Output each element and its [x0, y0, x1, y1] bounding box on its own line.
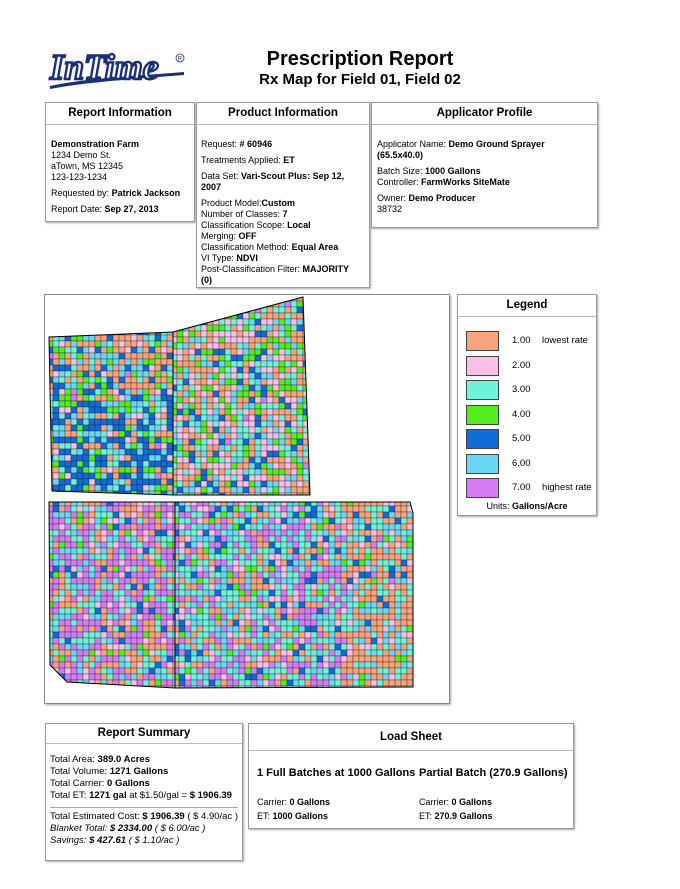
request-number: Request: # 60946: [201, 139, 273, 149]
legend-swatch: [466, 429, 499, 449]
legend-swatch: [466, 405, 499, 425]
controller: Controller: FarmWorks SiteMate: [377, 177, 510, 187]
applicator-name: Applicator Name: Demo Ground Sprayer (65.5x40.0): [377, 139, 545, 160]
product-model: Product Model:Custom: [201, 198, 296, 208]
total-estimated-cost: Total Estimated Cost: $ 1906.39 ( $ 4.90/ac ): [50, 811, 239, 822]
owner-id: 38732: [377, 204, 403, 214]
full-batches: 1 Full Batches at 1000 Gallons: [257, 767, 416, 779]
legend-units: Units: Gallons/Acre: [486, 501, 568, 511]
product-information-panel: [196, 102, 370, 288]
legend-item: [466, 331, 651, 351]
savings: Savings: $ 427.61 ( $ 1.10/ac ): [50, 835, 180, 846]
owner: Owner: Demo Producer: [377, 193, 476, 203]
legend-heading: Legend: [458, 295, 596, 317]
logo-text: InTime: [50, 47, 159, 87]
total-carrier: Total Carrier: 0 Gallons: [50, 778, 150, 789]
legend-value: 7.00: [512, 482, 531, 493]
data-set: Data Set: Vari-Scout Plus: Sep 12, 2007: [201, 171, 345, 192]
farm-phone: 123-123-1234: [51, 172, 108, 182]
vi-type: VI Type: NDVI: [201, 253, 258, 263]
report-summary-heading: Report Summary: [46, 724, 242, 744]
legend-value: 6.00: [512, 457, 531, 469]
post-classification-filter: Post-Classification Filter: MAJORITY (0): [201, 264, 350, 285]
classification-method: Classification Method: Equal Area: [201, 242, 339, 252]
total-et: Total ET: 1271 gal at $1.50/gal = $ 1906.39: [50, 790, 232, 801]
report-subtitle: Rx Map for Field 01, Field 02: [259, 71, 461, 88]
rate-zone-group: [171, 295, 315, 499]
farm-address-2: aTown, MS 12345: [51, 161, 124, 171]
legend-note: highest rate: [542, 482, 592, 493]
report-title: Prescription Report: [266, 48, 454, 70]
report-date: Report Date: Sep 27, 2013: [51, 204, 159, 214]
legend-item: [466, 405, 651, 425]
legend-item: [466, 356, 651, 376]
legend-swatch: [466, 356, 499, 376]
legend-item: [466, 380, 651, 400]
legend-value: 1.00: [512, 335, 531, 346]
merging: Merging: OFF: [201, 231, 257, 241]
number-of-classes: Number of Classes: 7: [201, 209, 288, 219]
rate-zone-group: [47, 329, 179, 497]
prescription-map: [45, 295, 449, 703]
legend-swatch: [466, 331, 499, 351]
prescription-map-panel: [44, 294, 450, 704]
rate-zone-group: [173, 500, 419, 692]
legend-swatch: [466, 380, 499, 400]
legend-value: 2.00: [512, 359, 531, 371]
legend-item: [466, 478, 651, 498]
legend-item: [466, 454, 651, 474]
load-sheet-heading: Load Sheet: [249, 724, 573, 751]
applicator-profile-panel: [371, 102, 598, 228]
legend-note: lowest rate: [542, 335, 588, 346]
legend-panel: [457, 294, 597, 516]
total-volume: Total Volume: 1271 Gallons: [50, 766, 169, 777]
intime-logo: [46, 42, 186, 92]
rate-zone-group: [47, 500, 179, 692]
total-area: Total Area: 389.0 Acres: [50, 754, 150, 765]
report-titles: [200, 47, 520, 89]
legend-swatch: [466, 478, 499, 498]
legend-swatch: [466, 454, 499, 474]
svg-text:R: R: [177, 56, 183, 63]
legend-value: 3.00: [512, 384, 531, 395]
load-sheet-panel: [248, 723, 574, 829]
legend-item: [466, 429, 651, 449]
requested-by: Requested by: Patrick Jackson: [51, 188, 181, 198]
report-information-heading: Report Information: [46, 103, 194, 125]
legend-value: 5.00: [512, 433, 531, 444]
product-information-heading: Product Information: [197, 103, 369, 125]
report-summary-panel: [45, 723, 243, 861]
full-batch-details: Carrier: 0 Gallons ET: 1000 Gallons: [257, 797, 331, 821]
classification-scope: Classification Scope: Local: [201, 220, 311, 230]
farm-name: Demonstration Farm: [51, 139, 140, 149]
applicator-profile-heading: Applicator Profile: [372, 103, 597, 125]
report-information-panel: [45, 102, 195, 222]
treatments-applied: Treatments Applied: ET: [201, 155, 295, 165]
blanket-total: Blanket Total: $ 2334.00 ( $ 6.00/ac ): [50, 823, 206, 834]
partial-batch-details: Carrier: 0 Gallons ET: 270.9 Gallons: [419, 797, 493, 821]
farm-address-1: 1234 Demo St.: [51, 150, 112, 160]
legend-value: 4.00: [512, 408, 531, 420]
batch-size: Batch Size: 1000 Gallons: [377, 166, 481, 176]
partial-batch: Partial Batch (270.9 Gallons): [419, 767, 568, 779]
